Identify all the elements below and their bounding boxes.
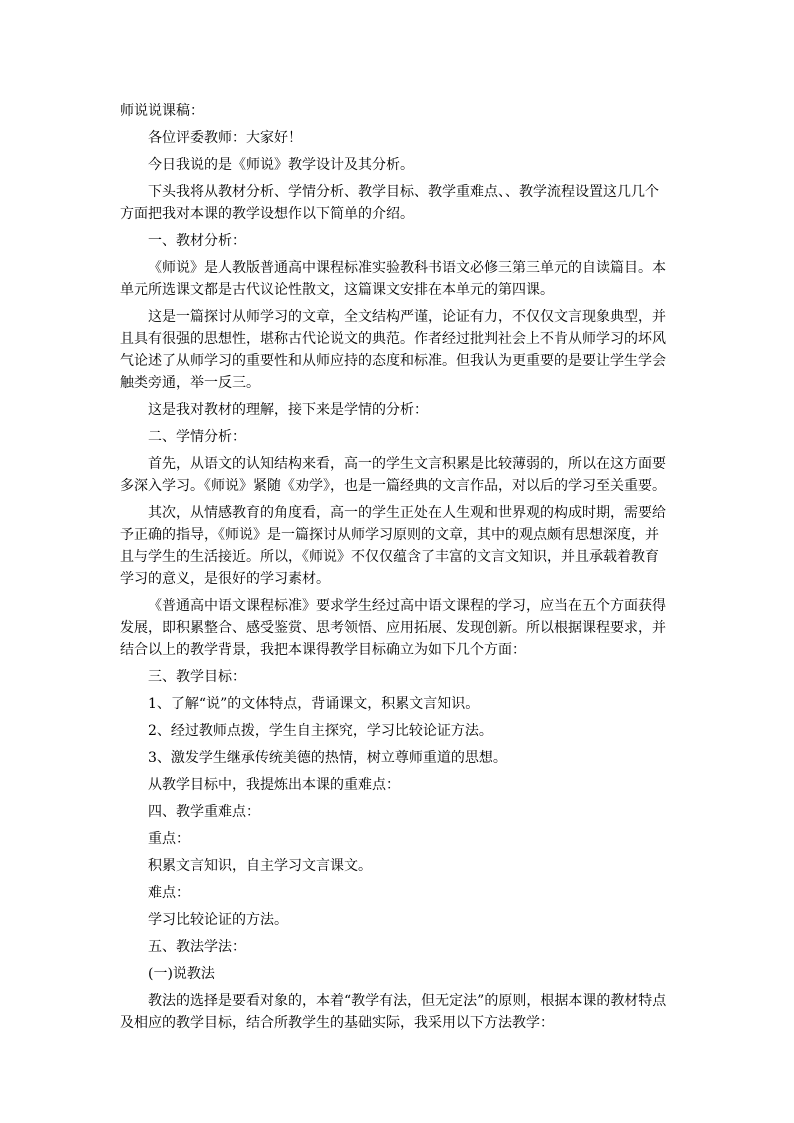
objective-item: 3、激发学生继承传统美德的热情，树立尊师重道的思想。 bbox=[148, 750, 507, 766]
curriculum-paragraph: 《普通高中语文课程标准》要求学生经过高中语文课程的学习，应当在五个方面获得发展，即积累整合、感受鉴赏、思考领悟、应用拓展、发现创新。所以根据课程要求，并结合以上的教学背景，我把本课得教学目标确立为如下几个方面： bbox=[120, 598, 666, 658]
overview-paragraph: 下头我将从教材分析、学情分析、教学目标、教学重难点、、教学流程设置这几几个方面把我对本课的教学设想作以下简单的介绍。 bbox=[120, 184, 659, 222]
section-heading-key-points: 四、教学重难点： bbox=[148, 804, 260, 820]
key-point-label: 重点： bbox=[148, 831, 190, 847]
objective-item: 1、了解“说”的文体特点，背诵课文，积累文言知识。 bbox=[148, 696, 480, 712]
objective-item: 2、经过教师点拨，学生自主探究，学习比较论证方法。 bbox=[148, 723, 493, 739]
difficulty-text: 学习比较论证的方法。 bbox=[148, 912, 288, 928]
section-heading-textbook-analysis: 一、教材分析： bbox=[148, 233, 246, 249]
learner-paragraph: 其次，从情感教育的角度看，高一的学生正处在人生观和世界观的构成时期，需要给予正确的指导，《师说》是一篇探讨从师学习原则的文章，其中的观点颇有思想深度，并且与学生的生活接近。所以，《师说》不仅仅蕴含了丰富的文言文知识，并且承载着教育学习的意义，是很好的学习素材。 bbox=[120, 505, 666, 587]
intro-paragraph: 今日我说的是《师说》教学设计及其分析。 bbox=[148, 157, 414, 173]
transition-paragraph: 这是我对教材的理解，接下来是学情的分析： bbox=[148, 402, 428, 418]
greeting-paragraph: 各位评委教师：大家好！ bbox=[148, 130, 302, 146]
section-heading-learner-analysis: 二、学情分析： bbox=[148, 429, 246, 445]
textbook-paragraph: 这是一篇探讨从师学习的文章，全文结构严谨，论证有力，不仅仅文言现象典型，并且具有很强的思想性，堪称古代论说文的典范。作者经过批判社会上不肯从师学习的坏风气论述了从师学习的重要性和从师应持的态度和标准。但我认为更重要的是要让学生学会触类旁通，举一反三。 bbox=[120, 309, 666, 391]
section-heading-objectives: 三、教学目标： bbox=[148, 669, 246, 685]
key-point-text: 积累文言知识，自主学习文言课文。 bbox=[148, 858, 372, 874]
section-heading-methods: 五、教法学法： bbox=[148, 939, 246, 955]
document-heading: 师说说课稿： bbox=[120, 103, 204, 119]
document-page bbox=[120, 100, 668, 1034]
textbook-paragraph: 《师说》是人教版普通高中课程标准实验教科书语文必修三第三单元的自读篇目。本单元所选课文都是古代议论性散文，这篇课文安排在本单元的第四课。 bbox=[120, 260, 666, 298]
difficulty-label: 难点： bbox=[148, 885, 190, 901]
transition-paragraph: 从教学目标中，我提炼出本课的重难点： bbox=[148, 777, 400, 793]
learner-paragraph: 首先，从语文的认知结构来看，高一的学生文言积累是比较薄弱的，所以在这方面要多深入学习。《师说》紧随《劝学》，也是一篇经典的文言作品，对以后的学习至关重要。 bbox=[120, 456, 666, 494]
method-paragraph: 教法的选择是要看对象的，本着“教学有法，但无定法”的原则，根据本课的教材特点及相应的教学目标，结合所教学生的基础实际，我采用以下方法教学： bbox=[120, 993, 667, 1031]
subsection-heading-teaching-method: (一)说教法 bbox=[148, 966, 215, 982]
